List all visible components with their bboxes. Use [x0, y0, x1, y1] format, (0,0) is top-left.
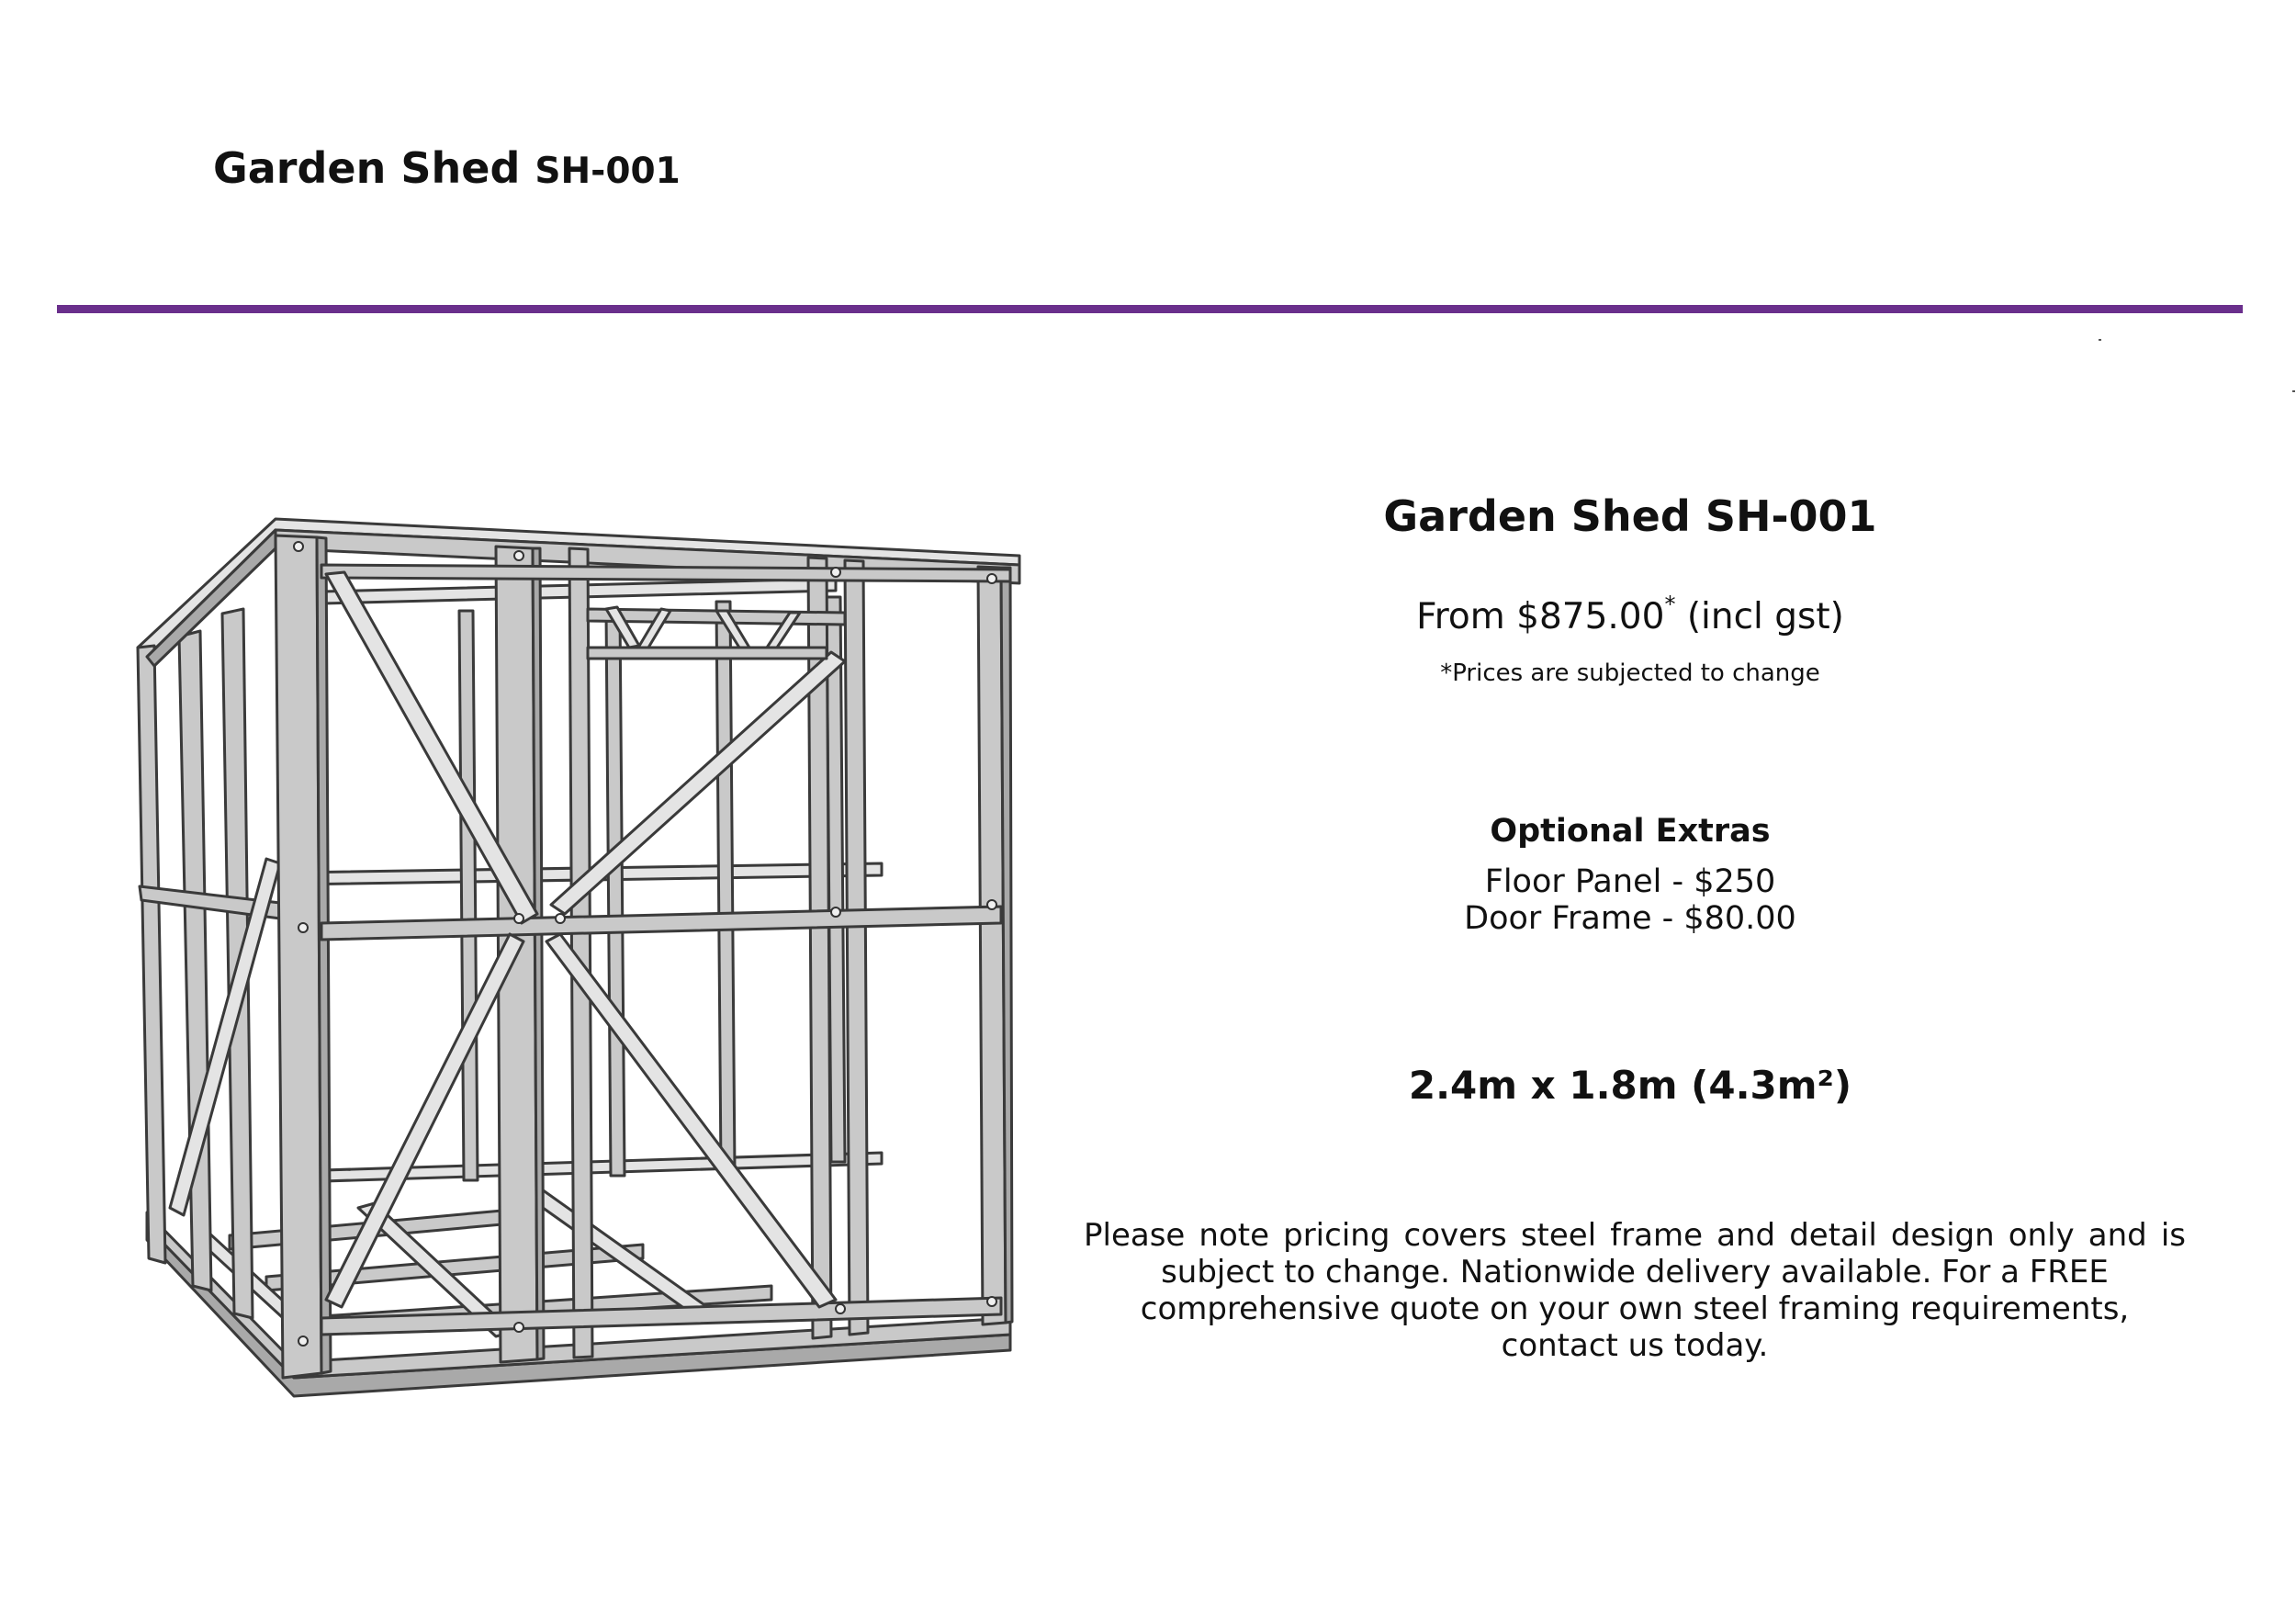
pricing-disclaimer — [1084, 1217, 2186, 1364]
page-speck — [2099, 339, 2101, 341]
page-header-title — [213, 143, 681, 193]
left-wall — [138, 530, 280, 1318]
page-speck — [2292, 390, 2295, 392]
disclaimer-rest: subject to change. Nationwide delivery available. For a FREE comprehensive quote on your own steel framing requirements, contact us today. — [1140, 1254, 2130, 1364]
shed-frame-illustration — [129, 510, 1029, 1428]
extra-item-floor-panel: Floor Panel - $250 — [1484, 863, 1776, 900]
product-title: Garden Shed SH-001 — [1383, 491, 1877, 541]
disclaimer-line-1: Please note pricing covers steel frame and detail design only and is — [1084, 1217, 2186, 1254]
header-divider — [57, 305, 2243, 313]
product-price — [1065, 592, 2195, 637]
header-model-code: SH-001 — [535, 151, 681, 192]
extra-item-door-frame: Door Frame - $80.00 — [1464, 900, 1796, 937]
price-amount: From $875.00 — [1416, 596, 1665, 637]
price-gst-note: (incl gst) — [1675, 596, 1844, 637]
optional-extras-heading: Optional Extras — [1490, 813, 1771, 850]
shed-dimensions: 2.4m x 1.8m (4.3m²) — [1408, 1063, 1852, 1108]
header-title-text: Garden Shed — [213, 143, 521, 193]
price-asterisk: * — [1664, 592, 1676, 617]
price-change-note: *Prices are subjected to change — [1440, 659, 1820, 687]
